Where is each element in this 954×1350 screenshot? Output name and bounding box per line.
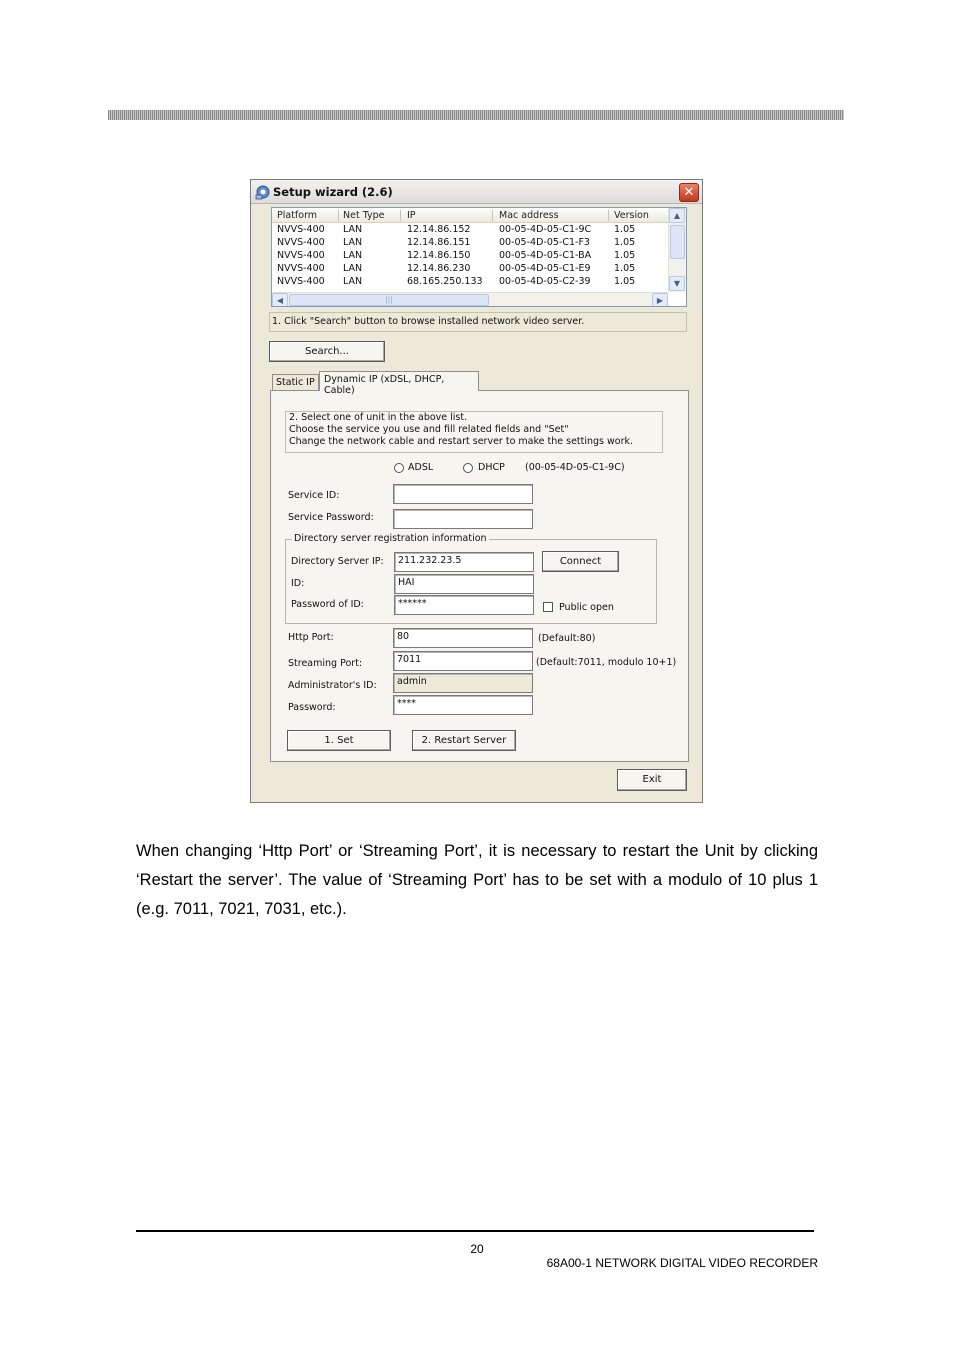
- instruction-status: 1. Click "Search" button to browse installed network video server.: [269, 312, 687, 332]
- cell-ip: 68.165.250.133: [407, 276, 483, 287]
- service-password-label: Service Password:: [288, 512, 374, 523]
- cell-version: 1.05: [614, 263, 636, 274]
- cell-ip: 12.14.86.151: [407, 237, 471, 248]
- cell-mac: 00-05-4D-05-C1-F3: [499, 237, 590, 248]
- cell-mac: 00-05-4D-05-C2-39: [499, 276, 591, 287]
- scroll-left-icon[interactable]: ◀: [272, 293, 288, 307]
- exit-button[interactable]: Exit: [617, 769, 687, 791]
- service-id-input[interactable]: [393, 484, 533, 504]
- id-label: ID:: [291, 578, 305, 589]
- cell-net-type: LAN: [343, 237, 363, 248]
- wizard-icon: [255, 184, 271, 200]
- cell-net-type: LAN: [343, 250, 363, 261]
- horizontal-scrollbar[interactable]: [272, 292, 668, 307]
- horizontal-scroll-thumb[interactable]: |||: [289, 294, 489, 306]
- column-version[interactable]: Version: [614, 210, 649, 221]
- cell-ip: 12.14.86.150: [407, 250, 471, 261]
- dhcp-label: DHCP: [478, 462, 505, 473]
- table-row[interactable]: [272, 250, 668, 263]
- device-list[interactable]: [271, 207, 687, 307]
- scroll-up-icon[interactable]: ▲: [669, 208, 685, 223]
- password-label: Password:: [288, 702, 336, 713]
- cell-platform: NVVS-400: [277, 263, 325, 274]
- cell-platform: NVVS-400: [277, 224, 325, 235]
- streaming-port-default: (Default:7011, modulo 10+1): [536, 657, 677, 668]
- cell-version: 1.05: [614, 250, 636, 261]
- setup-wizard-window: [250, 179, 703, 803]
- adsl-radio[interactable]: [394, 463, 404, 473]
- column-ip[interactable]: IP: [407, 210, 416, 221]
- administrator-id-label: Administrator's ID:: [288, 680, 377, 691]
- service-id-label: Service ID:: [288, 490, 340, 501]
- cell-ip: 12.14.86.152: [407, 224, 471, 235]
- set-button[interactable]: 1. Set: [287, 730, 391, 751]
- adsl-label: ADSL: [408, 462, 434, 473]
- footer-rule: [136, 1230, 814, 1232]
- password-of-id-input[interactable]: ******: [394, 595, 534, 615]
- search-button[interactable]: Search...: [269, 341, 385, 362]
- column-net-type[interactable]: Net Type: [343, 210, 385, 221]
- http-port-label: Http Port:: [288, 632, 334, 643]
- cell-platform: NVVS-400: [277, 237, 325, 248]
- info-line: 2. Select one of unit in the above list.: [289, 412, 468, 423]
- list-header: [272, 208, 668, 223]
- selected-mac: (00-05-4D-05-C1-9C): [525, 462, 625, 473]
- title-bar[interactable]: [251, 180, 702, 204]
- table-row[interactable]: [272, 224, 668, 237]
- administrator-id-input[interactable]: admin: [393, 673, 533, 693]
- cell-version: 1.05: [614, 276, 636, 287]
- table-row[interactable]: [272, 263, 668, 276]
- column-platform[interactable]: Platform: [277, 210, 318, 221]
- cell-mac: 00-05-4D-05-C1-9C: [499, 224, 592, 235]
- tab-dynamic-ip[interactable]: Dynamic IP (xDSL, DHCP, Cable): [319, 371, 479, 391]
- dynamic-ip-panel: [270, 390, 689, 762]
- scroll-right-icon[interactable]: ▶: [652, 293, 668, 307]
- group-title: Directory server registration information: [294, 533, 487, 544]
- column-mac-address[interactable]: Mac address: [499, 210, 559, 221]
- cell-net-type: LAN: [343, 224, 363, 235]
- header-rule: [108, 110, 844, 120]
- table-row[interactable]: [272, 237, 668, 250]
- info-line: Change the network cable and restart server to make the settings work.: [289, 436, 634, 447]
- http-port-default: (Default:80): [538, 633, 596, 644]
- service-password-input[interactable]: [393, 509, 533, 529]
- password-input[interactable]: ****: [393, 695, 533, 715]
- cell-ip: 12.14.86.230: [407, 263, 471, 274]
- page-number: 20: [470, 1242, 484, 1256]
- close-button[interactable]: [679, 183, 699, 202]
- info-line: Choose the service you use and fill related fields and "Set": [289, 424, 569, 435]
- directory-server-ip-input[interactable]: 211.232.23.5: [394, 552, 534, 572]
- password-of-id-label: Password of ID:: [291, 599, 364, 610]
- info-box: [285, 411, 663, 453]
- cell-net-type: LAN: [343, 263, 363, 274]
- cell-version: 1.05: [614, 224, 636, 235]
- streaming-port-input[interactable]: 7011: [393, 651, 533, 671]
- connect-button[interactable]: Connect: [542, 551, 619, 572]
- public-open-checkbox[interactable]: [543, 602, 553, 612]
- cell-platform: NVVS-400: [277, 276, 325, 287]
- scroll-down-icon[interactable]: ▼: [669, 276, 685, 291]
- vertical-scroll-thumb[interactable]: [670, 225, 685, 259]
- tab-static-ip[interactable]: Static IP: [272, 374, 319, 391]
- cell-version: 1.05: [614, 237, 636, 248]
- footer-title: 68A00-1 NETWORK DIGITAL VIDEO RECORDER: [546, 1256, 818, 1270]
- close-icon: ✕: [683, 185, 695, 200]
- directory-server-group: [285, 533, 657, 624]
- restart-server-button[interactable]: 2. Restart Server: [412, 730, 516, 751]
- http-port-input[interactable]: 80: [393, 628, 533, 648]
- directory-server-ip-label: Directory Server IP:: [291, 556, 384, 567]
- cell-platform: NVVS-400: [277, 250, 325, 261]
- table-row[interactable]: [272, 276, 668, 289]
- description-paragraph: When changing ‘Http Port’ or ‘Streaming Port’, it is necessary to restart the Unit by clicking ‘Restart the server’. The value of ‘Streaming Port’ has to be set with a modulo of 10 plus 1 (e.g. 7011, 7021, 7031, etc.).: [136, 842, 818, 918]
- window-title: Setup wizard (2.6): [273, 185, 393, 199]
- public-open-label: Public open: [559, 602, 614, 613]
- dhcp-radio[interactable]: [463, 463, 473, 473]
- streaming-port-label: Streaming Port:: [288, 658, 363, 669]
- cell-net-type: LAN: [343, 276, 363, 287]
- id-input[interactable]: HAI: [394, 574, 534, 594]
- vertical-scrollbar[interactable]: [668, 208, 686, 292]
- cell-mac: 00-05-4D-05-C1-E9: [499, 263, 591, 274]
- cell-mac: 00-05-4D-05-C1-BA: [499, 250, 592, 261]
